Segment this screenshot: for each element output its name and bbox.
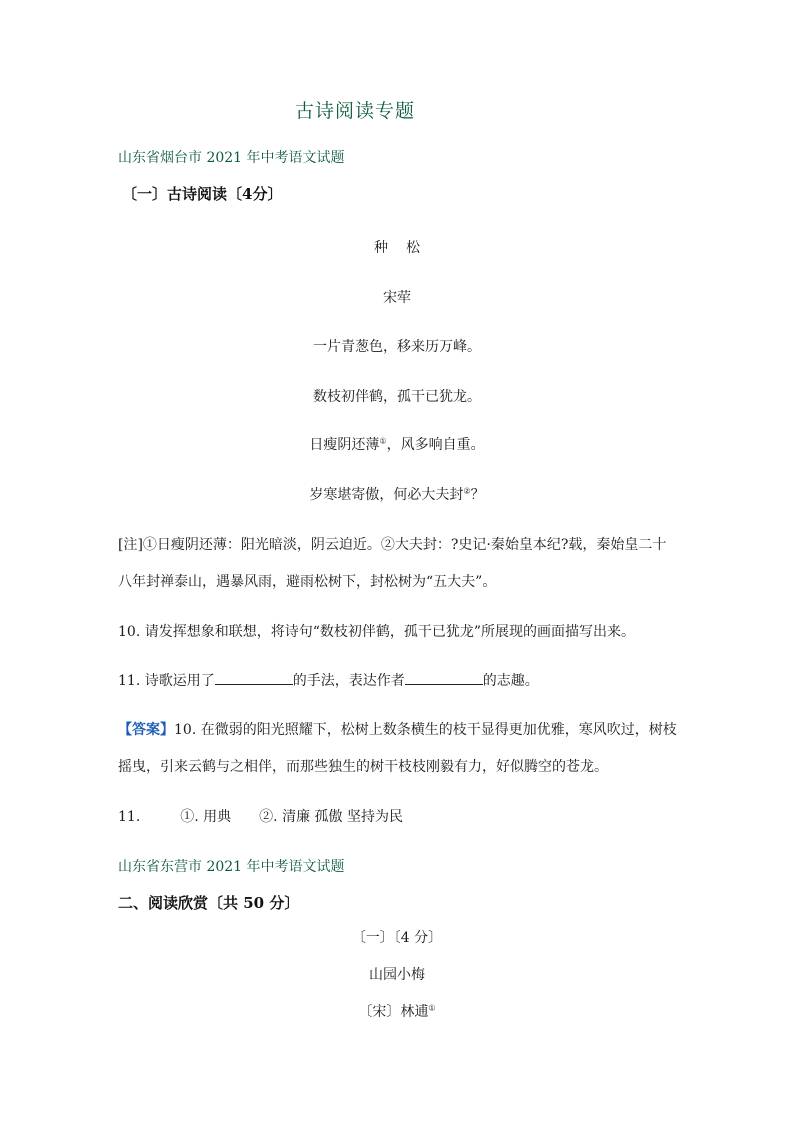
poem-title: 种松 bbox=[374, 240, 438, 256]
footnote-mark-author: ① bbox=[428, 1003, 436, 1013]
poem-line-3-part-a: 日瘦阴还薄 bbox=[309, 437, 380, 453]
question-11-part-c: 的志趣。 bbox=[482, 673, 539, 689]
poem-line-4-part-b: ？ bbox=[470, 487, 485, 503]
poem-title-2: 山园小梅 bbox=[369, 967, 425, 983]
poem-line-1: 一片青葱色，移来历万峰。 bbox=[313, 339, 481, 355]
poem-line-3-part-b: ，风多响自重。 bbox=[386, 437, 485, 453]
answer-blank-2[interactable] bbox=[405, 672, 483, 685]
answer-blank-1[interactable] bbox=[215, 672, 293, 685]
question-11 bbox=[118, 670, 539, 690]
section-heading-ancient-poetry: 〔一〕古诗阅读〔4分〕 bbox=[122, 185, 283, 203]
poem-line-3 bbox=[0, 434, 794, 454]
question-10: 10. 请发挥想象和联想，将诗句“数枝初伴鹤，孤干已犹龙”所展现的画面描写出来。 bbox=[118, 624, 636, 640]
note-line-1: [注]①日瘦阴还薄：阳光暗淡，阴云迫近。②大夫封：?史记·秦始皇本纪?载，秦始皇二十 bbox=[118, 537, 667, 553]
source-label-yantai: 山东省烟台市 2021 年中考语文试题 bbox=[118, 150, 345, 166]
answer-11-text: ①. 用典 ②. 清廉 孤傲 坚持为民 bbox=[180, 809, 403, 825]
poem-line-4 bbox=[0, 484, 794, 504]
section-heading-reading: 二、阅读欣赏〔共 50 分〕 bbox=[118, 894, 300, 912]
poem-line-2: 数枝初伴鹤，孤干已犹龙。 bbox=[313, 389, 481, 405]
answer-11-number: 11. bbox=[118, 809, 141, 825]
footnote-mark-2: ② bbox=[463, 486, 471, 496]
answer-11 bbox=[118, 806, 403, 826]
sub-heading: 〔一〕〔4 分〕 bbox=[351, 930, 443, 946]
source-label-dongying: 山东省东营市 2021 年中考语文试题 bbox=[118, 859, 345, 875]
note-line-2: 八年封禅泰山，遇暴风雨，避雨松树下，封松树为“五大夫”。 bbox=[118, 574, 497, 590]
answer-tag: 【答案】 bbox=[118, 722, 174, 738]
answer-line-1 bbox=[118, 719, 677, 739]
footnote-mark-1: ① bbox=[379, 436, 387, 446]
question-11-part-a: 11. 诗歌运用了 bbox=[118, 673, 215, 689]
poem-line-4-part-a: 岁寒堪寄傲，何必大夫封 bbox=[309, 487, 464, 503]
poem-author: 宋荦 bbox=[383, 290, 411, 306]
question-11-part-b: 的手法，表达作者 bbox=[292, 673, 405, 689]
poem-author-2 bbox=[0, 1001, 794, 1021]
page-title: 古诗阅读专题 bbox=[294, 100, 415, 122]
answer-10-text-1: 10. 在微弱的阳光照耀下，松树上数条横生的枝干显得更加优雅，寒风吹过，树枝 bbox=[174, 722, 677, 738]
answer-line-2: 摇曳，引来云鹤与之相伴，而那些独生的树干枝枝刚毅有力，好似腾空的苍龙。 bbox=[118, 759, 608, 775]
poem-author-2-text: 〔宋〕林逋 bbox=[358, 1004, 429, 1020]
